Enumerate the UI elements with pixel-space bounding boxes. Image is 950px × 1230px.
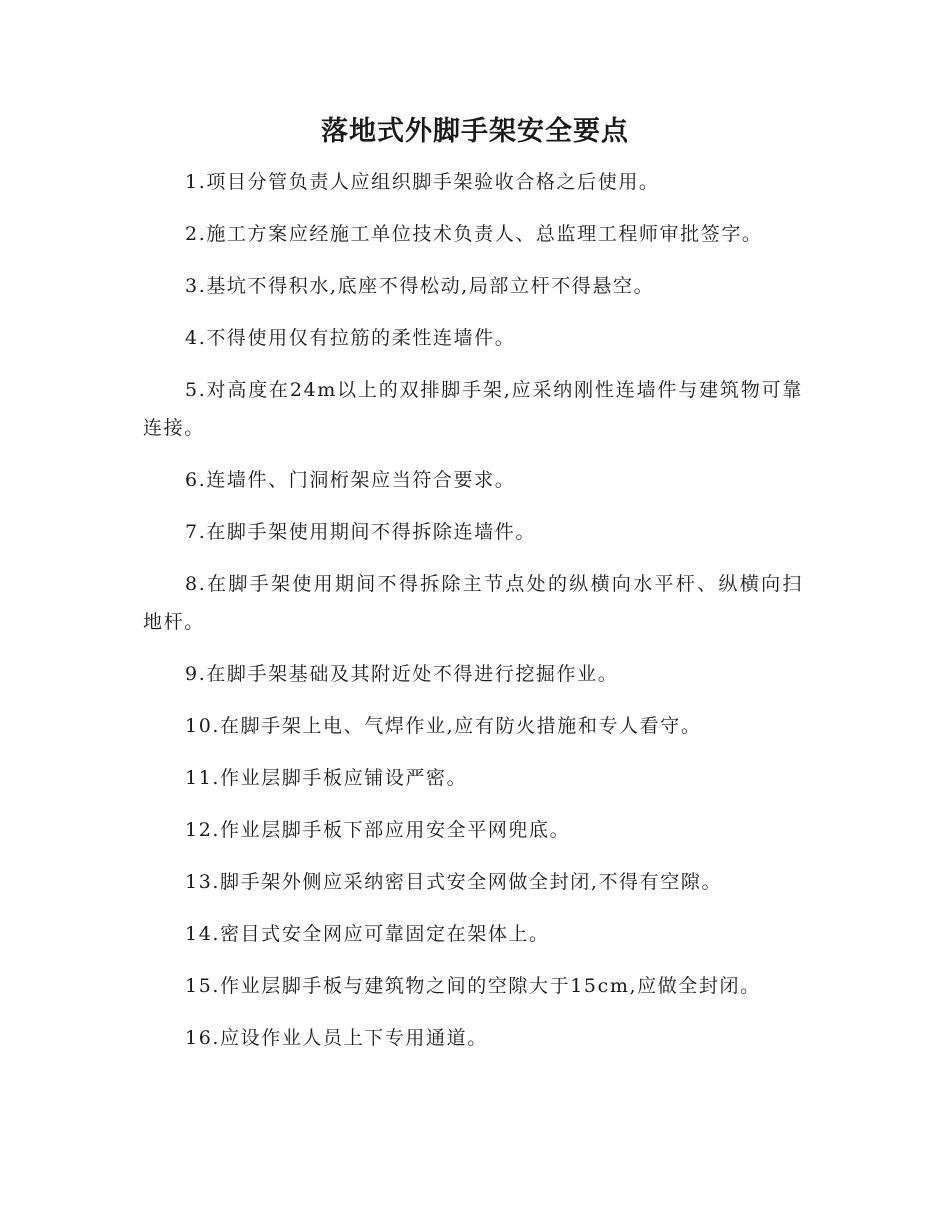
list-item: 3.基坑不得积水,底座不得松动,局部立杆不得悬空。 [185, 275, 655, 297]
list-item: 16.应设作业人员上下专用通道。 [185, 1027, 488, 1049]
list-item: 1.项目分管负责人应组织脚手架验收合格之后使用。 [185, 171, 660, 193]
list-item: 2.施工方案应经施工单位技术负责人、总监理工程师审批签字。 [185, 223, 763, 245]
list-item: 9.在脚手架基础及其附近处不得进行挖掘作业。 [185, 663, 619, 685]
list-item: 15.作业层脚手板与建筑物之间的空隙大于15cm,应做全封闭。 [185, 975, 761, 997]
list-item: 7.在脚手架使用期间不得拆除连墙件。 [185, 521, 536, 543]
list-item: 5.对高度在24m以上的双排脚手架,应采纳刚性连墙件与建筑物可靠连接。 [143, 379, 803, 439]
list-item: 11.作业层脚手板应铺设严密。 [185, 767, 468, 789]
document-title: 落地式外脚手架安全要点 [321, 116, 629, 147]
list-item: 10.在脚手架上电、气焊作业,应有防火措施和专人看守。 [185, 715, 702, 737]
document-body [143, 163, 803, 1071]
list-item: 14.密目式安全网应可靠固定在架体上。 [185, 923, 550, 945]
list-item: 13.脚手架外侧应采纳密目式安全网做全封闭,不得有空隙。 [185, 871, 723, 893]
list-item: 6.连墙件、门洞桁架应当符合要求。 [185, 469, 516, 491]
list-item: 8.在脚手架使用期间不得拆除主节点处的纵横向水平杆、纵横向扫地杆。 [143, 573, 803, 633]
list-item: 4.不得使用仅有拉筋的柔性连墙件。 [185, 327, 516, 349]
list-item: 12.作业层脚手板下部应用安全平网兜底。 [185, 819, 571, 841]
